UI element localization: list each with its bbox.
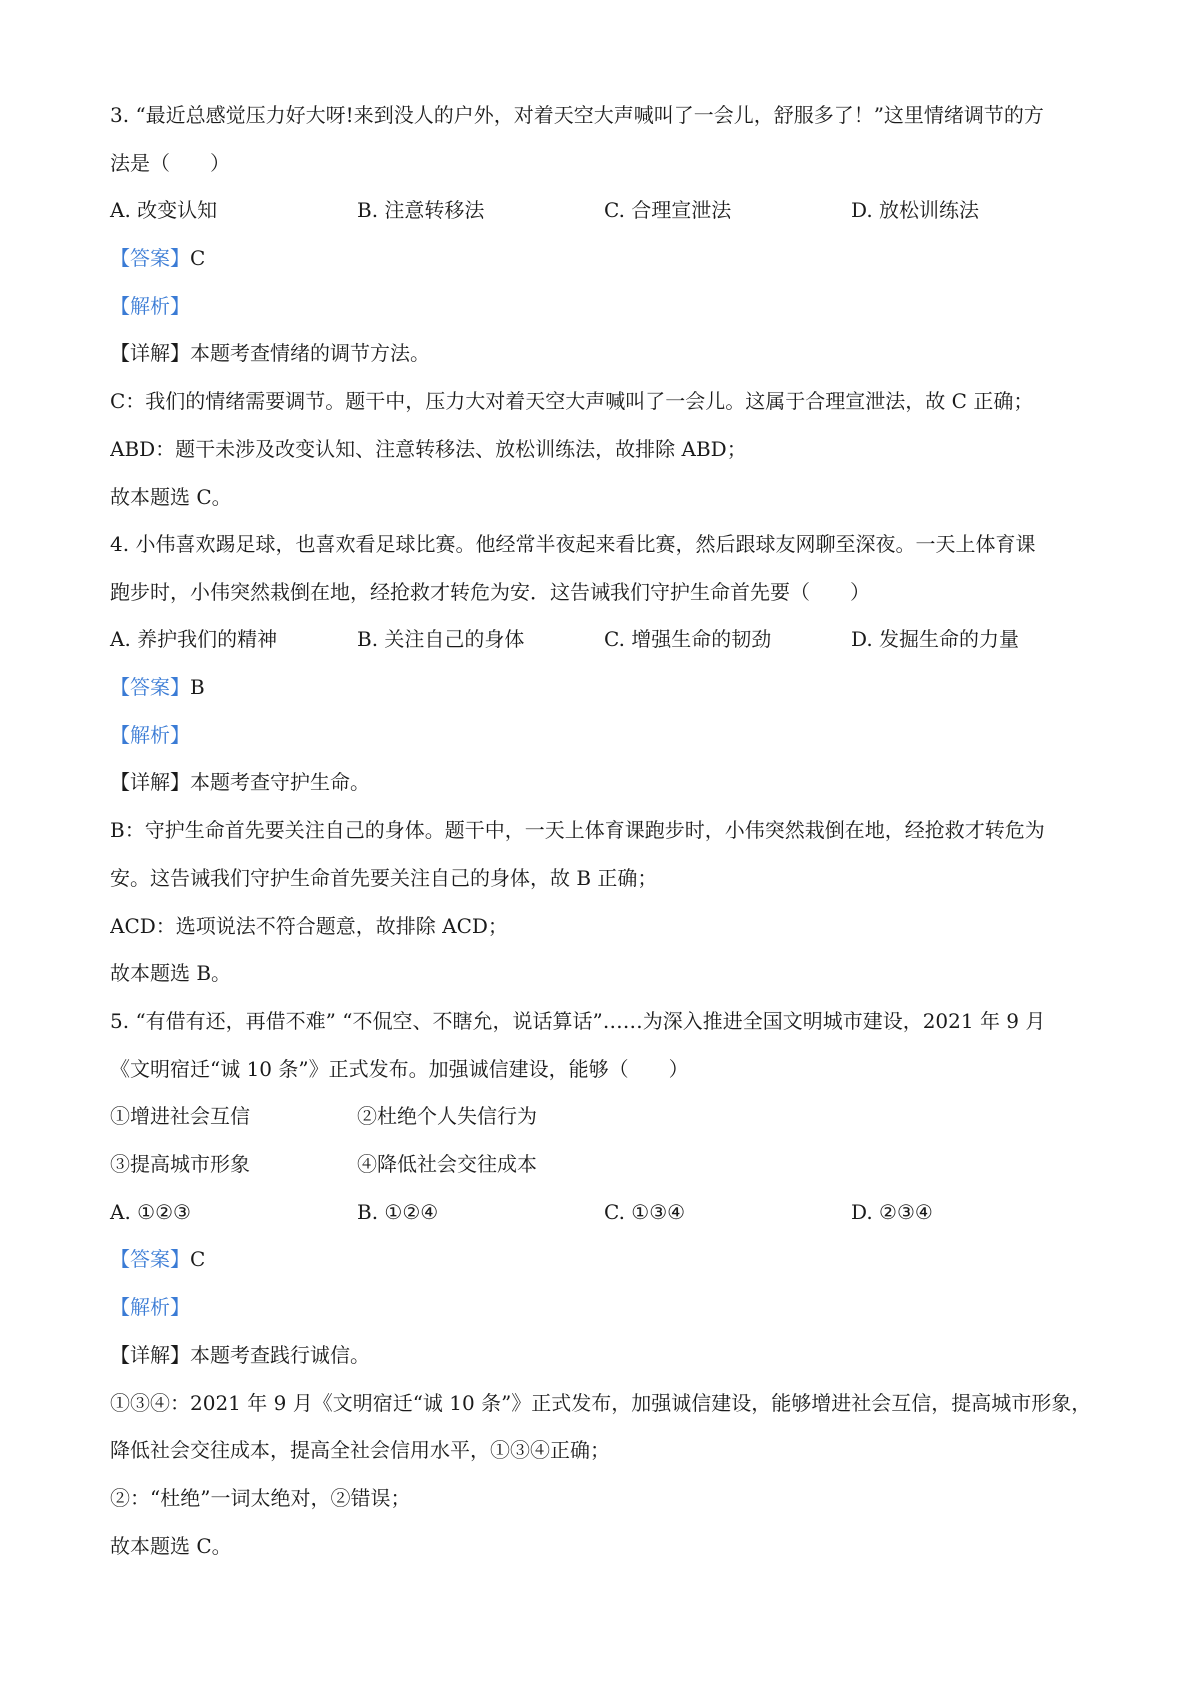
analysis-tag: 【解析】	[110, 293, 190, 318]
analysis-tag: 【解析】	[110, 1295, 190, 1320]
option-c: C. 增强生命的韧劲	[604, 627, 772, 652]
conclusion-line: 故本题选 C。	[110, 1533, 232, 1558]
explanation-line: ACD：选项说法不符合题意，故排除 ACD；	[110, 913, 508, 938]
statement-row	[110, 1141, 1100, 1189]
answer-tag: 【答案】	[110, 675, 190, 700]
question-stem-cont: 《文明宿迁“诚 10 条”》正式发布。加强诚信建设，能够（ ）	[110, 1056, 689, 1081]
option-d: D. 放松训练法	[851, 198, 980, 223]
statement-3: ③提高城市形象	[110, 1152, 250, 1177]
statement-4: ④降低社会交往成本	[357, 1152, 537, 1177]
question-stem: 4. 小伟喜欢踢足球，也喜欢看足球比赛。他经常半夜起来看比赛，然后跟球友网聊至深夜。一天上体育课	[110, 532, 1036, 556]
analysis-tag: 【解析】	[110, 722, 190, 747]
answer-line	[110, 664, 1100, 712]
option-b: B. ①②④	[357, 1199, 439, 1224]
answer-value: C	[190, 246, 206, 271]
option-b: B. 注意转移法	[357, 198, 485, 223]
detail-line: 【详解】本题考查情绪的调节方法。	[110, 341, 430, 366]
question-3	[110, 92, 1100, 521]
question-stem-cont: 法是（ ）	[110, 150, 230, 175]
answer-line	[110, 235, 1100, 283]
conclusion-line: 故本题选 C。	[110, 484, 232, 509]
option-a: A. 养护我们的精神	[110, 627, 278, 652]
statement-row	[110, 1093, 1100, 1141]
statement-1: ①增进社会互信	[110, 1104, 250, 1129]
question-4	[110, 521, 1100, 998]
explanation-line-cont: 降低社会交往成本，提高全社会信用水平，①③④正确；	[110, 1438, 610, 1463]
options-row	[110, 1189, 1100, 1237]
answer-value: C	[190, 1247, 206, 1272]
answer-tag: 【答案】	[110, 1247, 190, 1272]
statement-2: ②杜绝个人失信行为	[357, 1104, 537, 1129]
question-5	[110, 998, 1100, 1570]
explanation-line: B：守护生命首先要关注自己的身体。题干中，一天上体育课跑步时，小伟突然栽倒在地，经抢救才转危为	[110, 818, 1045, 843]
option-c: C. 合理宣泄法	[604, 198, 732, 223]
explanation-line: C：我们的情绪需要调节。题干中，压力大对着天空大声喊叫了一会儿。这属于合理宣泄法，故 C 正确；	[110, 389, 1034, 414]
detail-line: 【详解】本题考查践行诚信。	[110, 1342, 370, 1367]
option-c: C. ①③④	[604, 1199, 686, 1224]
answer-line	[110, 1236, 1100, 1284]
answer-tag: 【答案】	[110, 246, 190, 271]
answer-value: B	[190, 675, 205, 700]
detail-line: 【详解】本题考查守护生命。	[110, 770, 370, 795]
explanation-line: ABD：题干未涉及改变认知、注意转移法、放松训练法，故排除 ABD；	[110, 436, 747, 461]
conclusion-line: 故本题选 B。	[110, 961, 232, 986]
question-stem: 3. “最近总感觉压力好大呀!来到没人的户外，对着天空大声喊叫了一会儿，舒服多了！”这里情绪调节的方	[110, 103, 1044, 127]
question-stem: 5. “有借有还，再借不难” “不侃空、不瞎允，说话算话”……为深入推进全国文明城市建设，2021 年 9 月	[110, 1009, 1046, 1033]
options-row	[110, 616, 1100, 664]
option-a: A. 改变认知	[110, 198, 218, 223]
option-a: A. ①②③	[110, 1199, 191, 1224]
explanation-line: ②：“杜绝”一词太绝对，②错误；	[110, 1485, 411, 1510]
explanation-line: ①③④：2021 年 9 月《文明宿迁“诚 10 条”》正式发布，加强诚信建设，能够增进社会互信，提高城市形象，	[110, 1390, 1092, 1415]
explanation-line-cont: 安。这告诫我们守护生命首先要关注自己的身体，故 B 正确；	[110, 865, 658, 890]
option-b: B. 关注自己的身体	[357, 627, 525, 652]
option-d: D. ②③④	[851, 1199, 933, 1224]
question-stem-cont: 跑步时，小伟突然栽倒在地，经抢救才转危为安．这告诫我们守护生命首先要（ ）	[110, 579, 870, 604]
option-d: D. 发掘生命的力量	[851, 627, 1020, 652]
options-row	[110, 187, 1100, 235]
